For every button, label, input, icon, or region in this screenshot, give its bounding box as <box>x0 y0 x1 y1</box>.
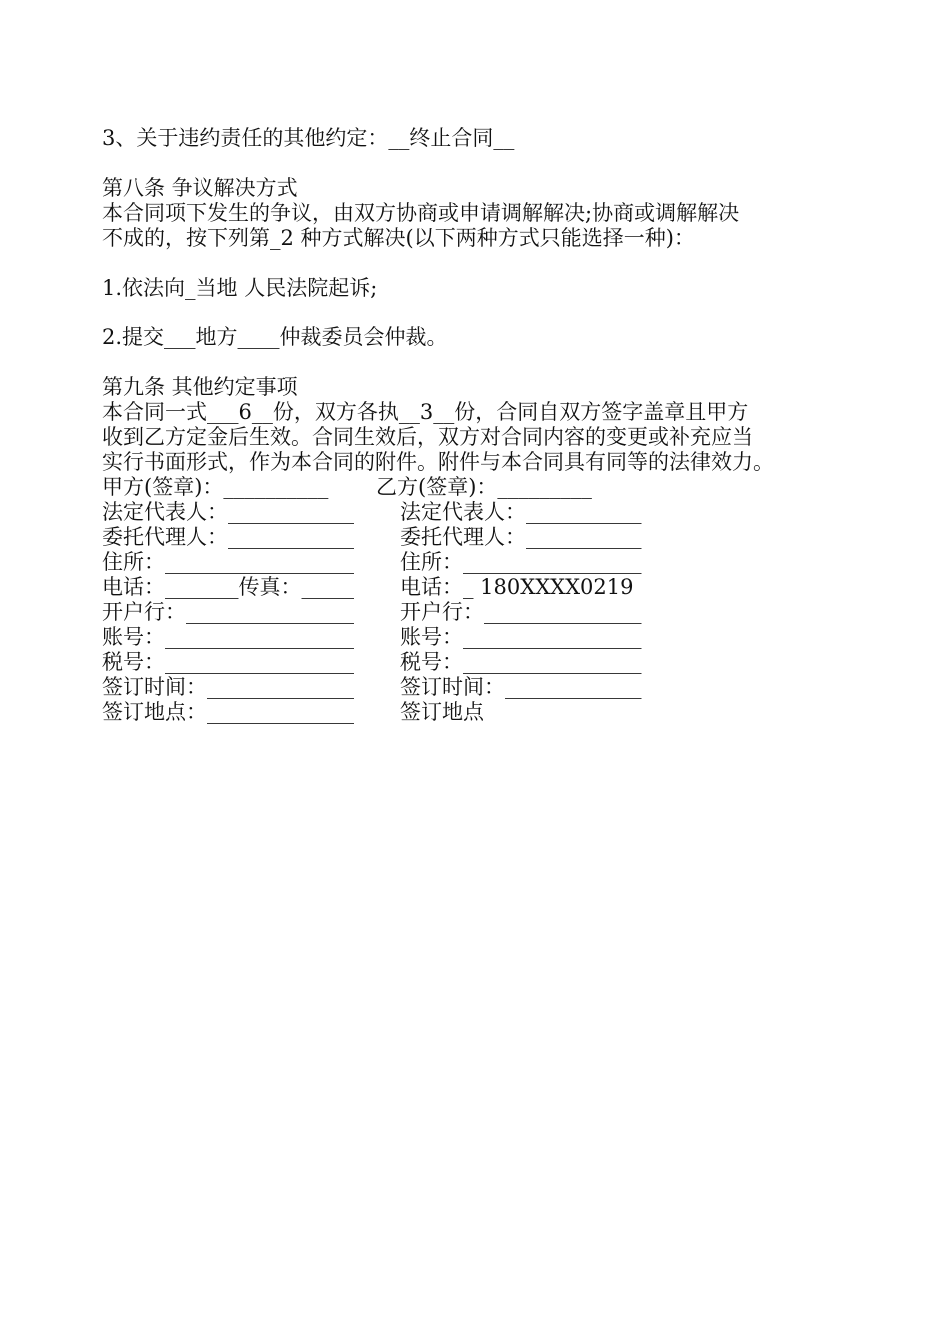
sign-date-a: 签订时间：______________ <box>102 675 354 699</box>
clause8-heading: 第八条 争议解决方式 <box>102 176 298 200</box>
bank-b: 开户行：_______________ <box>400 600 642 624</box>
party-b-signature: 乙方(签章)：_________ <box>376 475 592 499</box>
sign-date-b: 签订时间：_____________ <box>400 675 642 699</box>
bank-a: 开户行：________________ <box>102 600 354 624</box>
party-a-signature: 甲方(签章)：__________ <box>102 475 329 499</box>
tax-id-a: 税号：__________________ <box>102 650 354 674</box>
agent-b: 委托代理人：___________ <box>400 525 642 549</box>
account-b: 账号：_________________ <box>400 625 642 649</box>
agent-a: 委托代理人：____________ <box>102 525 354 549</box>
phone-fax-a: 电话：_______传真：_____ <box>102 575 354 599</box>
clause8-option2: 2.提交___地方____仲裁委员会仲裁。 <box>102 325 448 349</box>
account-a: 账号：__________________ <box>102 625 354 649</box>
clause8-body-line2: 不成的，按下列第_2 种方式解决(以下两种方式只能选择一种)： <box>102 226 695 250</box>
legal-rep-a: 法定代表人：____________ <box>102 500 354 524</box>
clause9-body-line1: 本合同一式___6__份，双方各执__3__份，合同自双方签字盖章且甲方 <box>102 400 749 424</box>
clause8-option1: 1.依法向_当地 人民法院起诉; <box>102 276 378 300</box>
clause8-body-line1: 本合同项下发生的争议，由双方协商或申请调解解决;协商或调解解决 <box>102 201 740 225</box>
legal-rep-b: 法定代表人：___________ <box>400 500 642 524</box>
clause9-body-line2: 收到乙方定金后生效。合同生效后，双方对合同内容的变更或补充应当 <box>102 425 753 449</box>
clause9-body-line3: 实行书面形式，作为本合同的附件。附件与本合同具有同等的法律效力。 <box>102 450 774 474</box>
clause9-heading: 第九条 其他约定事项 <box>102 375 298 399</box>
sign-place-a: 签订地点：______________ <box>102 700 354 724</box>
phone-b: 电话：_ 180XXXX0219 <box>400 575 634 599</box>
address-a: 住所：__________________ <box>102 550 354 574</box>
sign-place-b: 签订地点 <box>400 700 484 724</box>
address-b: 住所：_________________ <box>400 550 642 574</box>
tax-id-b: 税号：_________________ <box>400 650 642 674</box>
clause7-item3: 3、关于违约责任的其他约定：__终止合同__ <box>102 126 515 150</box>
